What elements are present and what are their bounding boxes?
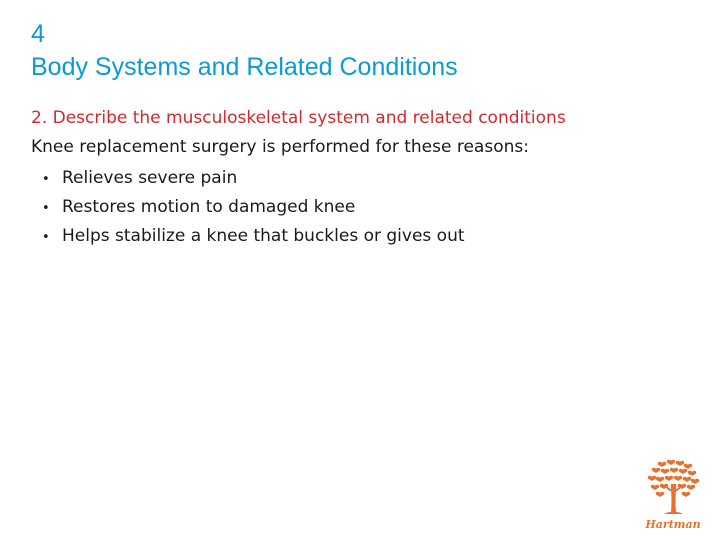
bullet-text: Restores motion to damaged knee	[62, 197, 356, 217]
slide-title	[31, 18, 458, 84]
bullet-text: Relieves severe pain	[62, 168, 238, 188]
heart-tree-icon	[640, 458, 706, 518]
bullet-text: Helps stabilize a knee that buckles or gives out	[62, 226, 465, 246]
bullet-icon: •	[42, 230, 50, 245]
logo-text: Hartman	[645, 518, 701, 531]
bullet-icon: •	[42, 172, 50, 187]
bullet-icon: •	[42, 201, 50, 216]
list-item	[42, 164, 465, 193]
chapter-title: Body Systems and Related Conditions	[31, 53, 458, 81]
hartman-logo	[640, 458, 706, 534]
intro-text: Knee replacement surgery is performed for these reasons:	[31, 137, 529, 157]
list-item	[42, 222, 465, 251]
list-item	[42, 193, 465, 222]
bullet-list	[42, 164, 465, 251]
learning-objective: 2. Describe the musculoskeletal system and related conditions	[31, 108, 566, 128]
chapter-number: 4	[31, 20, 45, 48]
